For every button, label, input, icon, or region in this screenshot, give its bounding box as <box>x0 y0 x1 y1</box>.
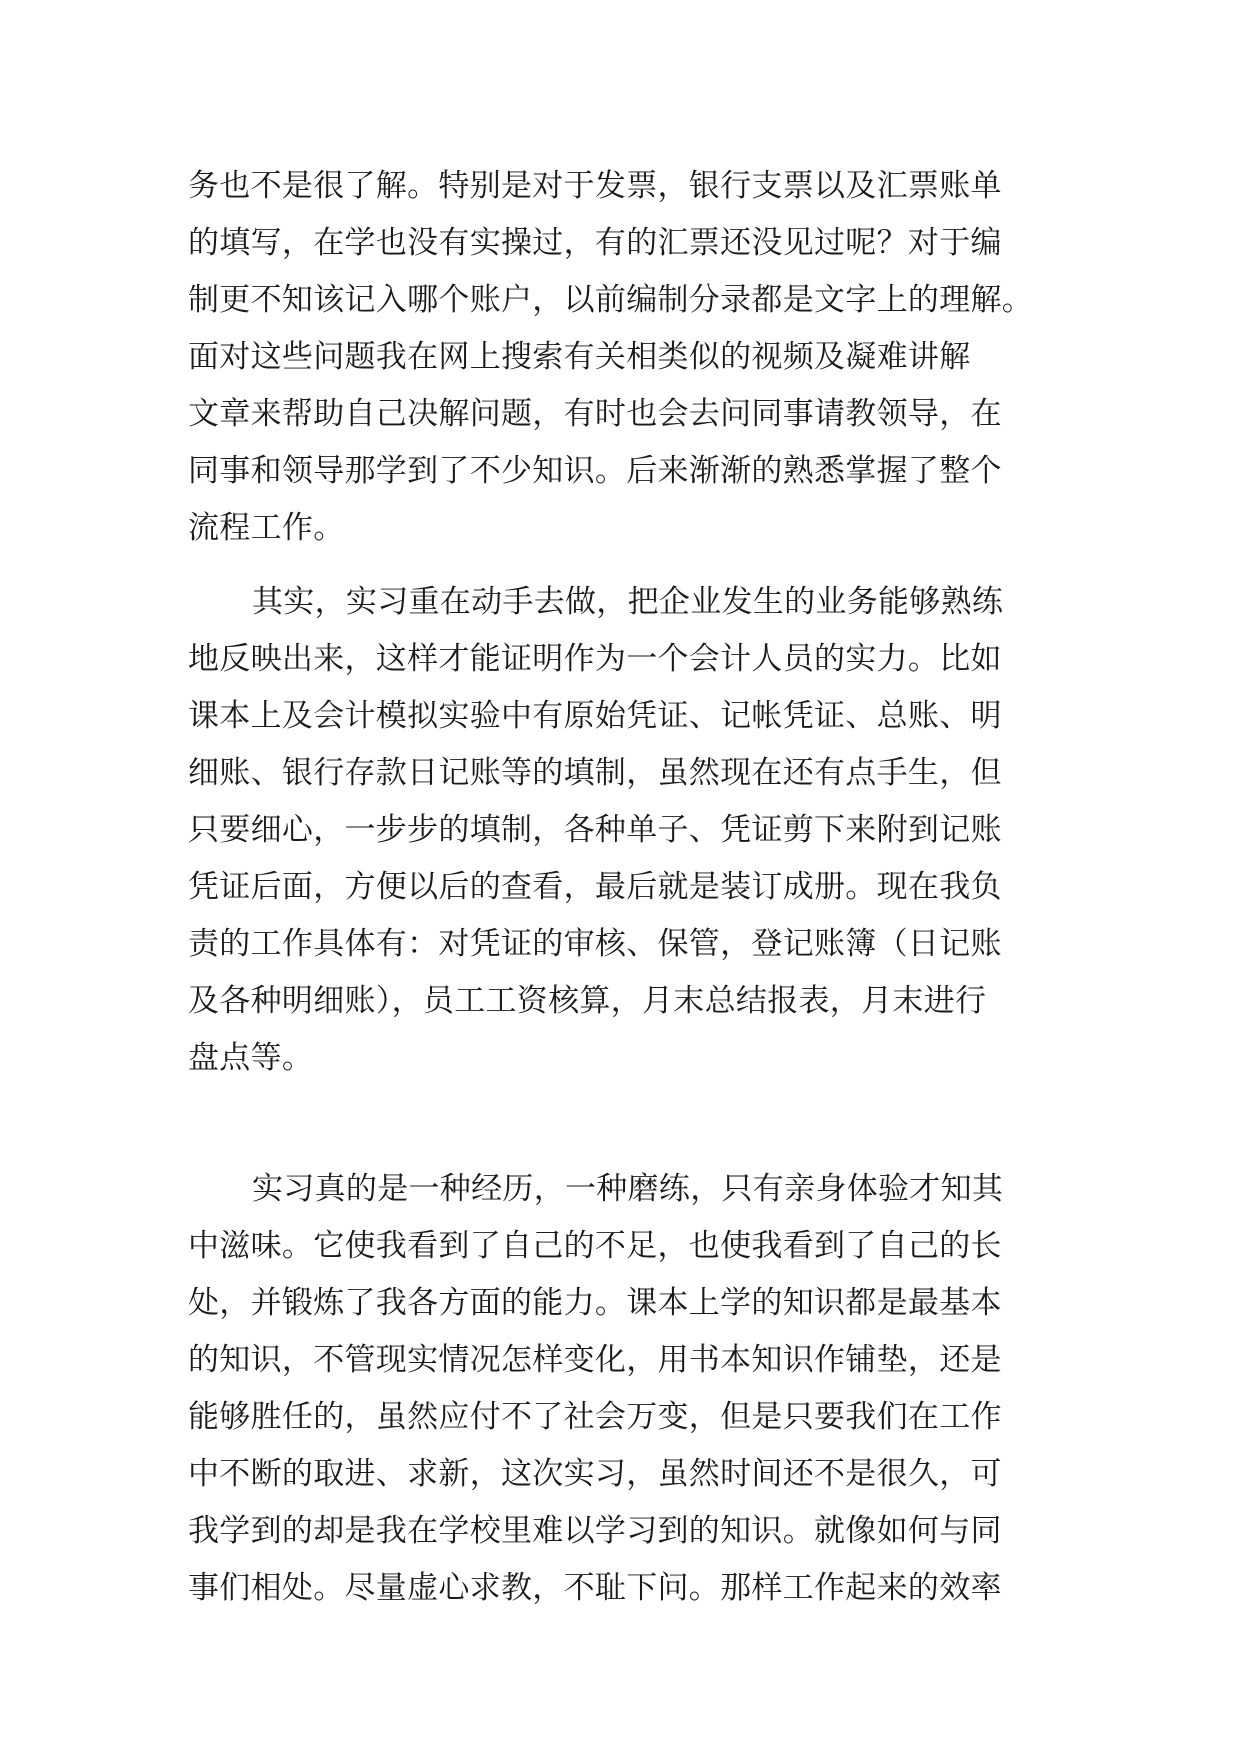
text-line: 流程工作。 <box>188 510 345 546</box>
text-line <box>188 1087 1088 1144</box>
text-line: 文章来帮助自己决解问题，有时也会去问同事请教领导，在 <box>188 396 1002 432</box>
text-line: 处，并锻炼了我各方面的能力。课本上学的知识都是最基本 <box>188 1285 1002 1321</box>
document-body <box>188 158 1088 1617</box>
text-line: 能够胜任的，虽然应付不了社会万变，但是只要我们在工作 <box>188 1399 1002 1435</box>
text-line: 中滋味。它使我看到了自己的不足，也使我看到了自己的长 <box>188 1228 1002 1264</box>
paragraph-1 <box>188 158 1088 557</box>
text-line: 面对这些问题我在网上搜索有关相类似的视频及凝难讲解 <box>188 339 971 375</box>
text-line: 的填写，在学也没有实操过，有的汇票还没见过呢？对于编 <box>188 225 1002 261</box>
paragraph-spacer <box>188 1144 1088 1161</box>
paragraph-2 <box>188 574 1088 1144</box>
text-line: 实习真的是一种经历，一种磨练，只有亲身体验才知其 <box>252 1171 1004 1207</box>
text-line: 凭证后面，方便以后的查看，最后就是装订成册。现在我负 <box>188 869 1002 905</box>
text-line: 盘点等。 <box>188 1040 314 1076</box>
text-line: 务也不是很了解。特别是对于发票，银行支票以及汇票账单 <box>188 168 1002 204</box>
text-line: 中不断的取进、求新，这次实习，虽然时间还不是很久，可 <box>188 1456 1002 1492</box>
paragraph-3 <box>188 1161 1088 1617</box>
text-line: 地反映出来，这样才能证明作为一个会计人员的实力。比如 <box>188 641 1002 677</box>
text-line: 我学到的却是我在学校里难以学习到的知识。就像如何与同 <box>188 1513 1002 1549</box>
text-line: 课本上及会计模拟实验中有原始凭证、记帐凭证、总账、明 <box>188 698 1002 734</box>
text-line: 其实，实习重在动手去做，把企业发生的业务能够熟练 <box>252 584 1004 620</box>
text-line: 及各种明细账），员工工资核算，月末总结报表，月末进行 <box>188 983 987 1019</box>
text-line: 责的工作具体有：对凭证的审核、保管，登记账簿（日记账 <box>188 926 1002 962</box>
text-line: 同事和领导那学到了不少知识。后来渐渐的熟悉掌握了整个 <box>188 453 1002 489</box>
paragraph-spacer <box>188 557 1088 574</box>
text-line: 的知识，不管现实情况怎样变化，用书本知识作铺垫，还是 <box>188 1342 1002 1378</box>
text-line: 制更不知该记入哪个账户，以前编制分录都是文字上的理解。 <box>188 282 1034 318</box>
text-line: 只要细心，一步步的填制，各种单子、凭证剪下来附到记账 <box>188 812 1002 848</box>
text-line: 事们相处。尽量虚心求教，不耻下问。那样工作起来的效率 <box>188 1570 1002 1606</box>
text-line: 细账、银行存款日记账等的填制，虽然现在还有点手生，但 <box>188 755 1002 791</box>
